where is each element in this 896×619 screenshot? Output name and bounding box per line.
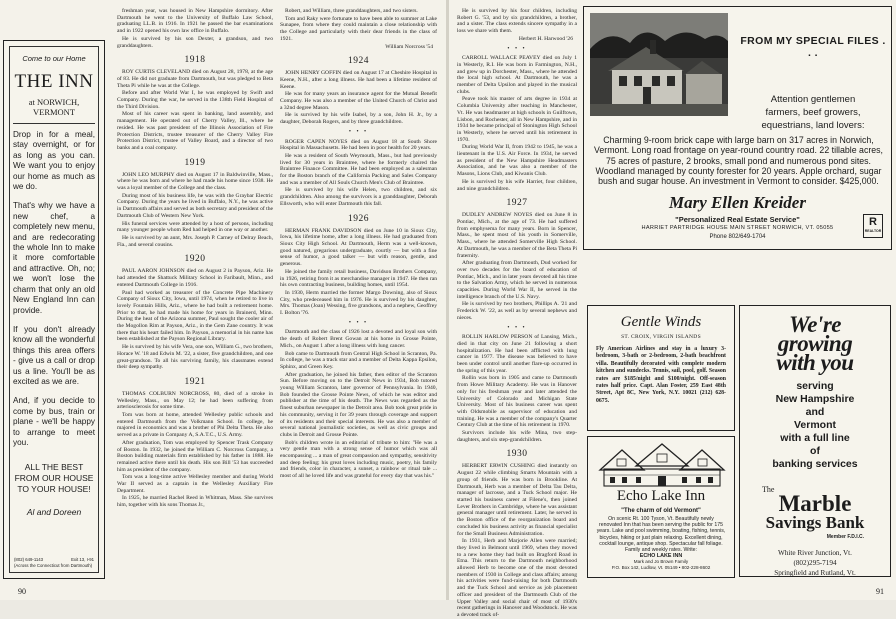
bank-services (740, 380, 890, 471)
echo-lake-footer (596, 553, 726, 572)
class-year-heading: 1918 (184, 55, 206, 66)
bank-service-line: banking services (772, 458, 858, 470)
paragraph: He is survived by his son Dexter, a grandson, and two granddaughters. (117, 35, 273, 49)
class-year-heading: 1921 (184, 376, 206, 387)
agent-name: Mary Ellen Kreider (669, 193, 806, 212)
bank-headline-line: with you (776, 350, 854, 375)
page-number-right: 91 (876, 587, 884, 596)
echo-lake-title: Echo Lake Inn (616, 488, 706, 504)
attention-line: equestrians, land lovers: (761, 120, 865, 131)
paragraph: He was for many years an insurance agent for the Mutual Benefit Company. He was also a member of the United Church of Christ and a 32nd degree Mason. (280, 91, 437, 111)
bank-service-line: of (810, 445, 820, 457)
inn-best-wishes (10, 462, 98, 495)
paragraph: Tom was a long-time active Wellesley member and during World War II served as a captain in the Wellesley Auxiliary Fire Department. (117, 474, 273, 494)
paragraph: He joined the family retail business, Davidson Brothers Company, in 1926, retiring from it as merchandise manager in 1947. He then ran his own contracting business, building homes, until 1954. (280, 268, 437, 289)
paragraph: Rollin was born in 1905 and came to Dartmouth from Howe Military Academy. He was in Hanover only for his freshman year and later attended the University of Colorado and Michigan State University. Most of his business career was spent with Oldsmobile as supervisor of education and training. He was a member of the company's Quarter Century Club at the time of his retirement in 1970. (457, 375, 577, 429)
paragraph: PAUL AARON JOHNSON died on August 2 in Payson, Ariz. He had attended the Shattuck Military School in Faribault, Minn., and entered Dartmouth College in 1916. (117, 268, 273, 288)
inn-come-home: Come to our Home (22, 54, 86, 63)
paragraph: DUDLEY ANDREW NOYES died on June 8 in Pontiac, Mich., at the age of 73. He had suffered from emphysema for many years. Born in Spencer, Mass., he spent most of his youth in Somerville, Mass., where he attended Somerville High School. At Dartmouth, he was a member of the Beta Theta Pi fraternity. (457, 212, 577, 259)
bank-address-line: White River Junction, Vt. (778, 549, 852, 557)
ad-headline: FROM MY SPECIAL FILES . . . (740, 35, 886, 59)
paragraph: During World War II, from 1942 to 1945, he was a lieutenant in the U.S. Air Force. In 1934, he served as president of the New Hampshire Headmasters Association, and he was also a member of the Masons, Lions Club, and Kiwanis Club. (457, 144, 577, 178)
lodge-drawing-icon (596, 440, 726, 488)
bank-service-line: with a full line (780, 432, 850, 444)
echo-lake-address: P.O. Box 142, Ludlow, Vt. 05149 • 802-228-8602 (611, 565, 711, 571)
page-number-left: 90 (18, 587, 26, 596)
inn-paragraph: Drop in for a meal, stay overnight, or for as long as you can. We want you to enjoy our home as much as we do. (13, 130, 95, 192)
inn-title: THE INN (14, 71, 94, 92)
obituary-column-left (117, 8, 273, 594)
paragraph: During most of his business life, he was with the Graybar Electric Company. During the years he lived in Buffalo, N.Y., he was active in Dartmouth affairs and served as both secretary and president of the Dartmouth Club of Western New York. (117, 192, 273, 219)
paragraph: After graduation, he joined his father, then editor of the Scranton Sun. Before moving on to the Detroit News in 1934, Bob tutored young William Scranton, later governor of Pennsylvania. In 1940, Bob founded the Grosse Pointe News, of which he was editor and publisher at the time of his death. The News was regarded as the finest suburban newspaper in the Detroit area. Bob took great pride in his community, serving it for 39 years through coverage and support of its residents and their special interests. He was also a member of several national journalistic societies, as well as civic groups and clubs in Detroit and Grosse Pointe. (280, 371, 437, 438)
property-description: Charming 9-room brick cape with large barn on 317 acres in Norwich, Vermont. Long road frontage on year-round country road. 22 tillable acres, 75 acres of pasture, 2 brooks, small pond and numerous pond sites. Woodland managed by county forester for 20 years. Apple orchard, sugar bush and sugar house. An investment in Vermont to consider. $425,000. (594, 135, 884, 187)
the-inn-ad (3, 40, 105, 579)
section-separator: • • • (348, 128, 369, 135)
bank-name-article: The (762, 485, 775, 494)
bank-service-line: serving (796, 380, 834, 392)
class-year-heading: 1920 (184, 254, 206, 265)
bank-service-line: Vermont (793, 419, 836, 431)
paragraph: Dartmouth and the class of 1926 lost a devoted and loyal son with the death of Robert Brent Gowan at his home in Grosse Pointe, Mich., on August 1 after a long illness with lung cancer. (280, 329, 437, 349)
agent-tagline: "Personalized Real Estate Service" (675, 215, 800, 224)
class-year-heading: 1927 (506, 198, 528, 209)
farmhouse-photo (590, 13, 728, 116)
paragraph: ROGER CAPEN NOYES died on August 18 at South Shore Hospital in Massachusetts. He had been in poor health for 20 years. (280, 138, 437, 152)
echo-lake-hosts: Mark and Jo Brown Family (633, 559, 689, 565)
bank-headline-line: growing (777, 331, 853, 356)
author-signature: William Norcross '54 (385, 43, 433, 50)
class-year-heading: 1919 (184, 157, 206, 168)
bank-name-line: Marble (778, 491, 852, 516)
inn-best-line: FROM OUR HOUSE (14, 473, 94, 484)
left-page (0, 0, 446, 600)
gentle-winds-title: Gentle Winds (620, 314, 702, 330)
section-separator: • • • (348, 319, 369, 326)
paragraph: Survivors include his wife Mina, two step-daughters, and six step-grandchildren. (457, 430, 577, 443)
bank-address (740, 548, 890, 578)
paragraph: He is survived by two brothers, Phillips A. '21 and Frederick W. '22, as well as by several nephews and nieces. (457, 301, 577, 321)
realtor-mark: R (869, 216, 877, 228)
bank-address-line: Springfield and Rutland, Vt. (774, 569, 856, 577)
paragraph: He is survived by his wife Isabel, by a son, John H. Jr., by a daughter, Deborah Rogers, and by three grandchildren. (280, 112, 437, 126)
paragraph: Peave took his master of arts degree in 1934 at Columbia University after teaching in Manchester, Vt. He was headmaster at high schools in Guilftown, Lisbon, and Rochester, all in New Hampshire, and in 1934 he became principal of Stonington High School in Westerly, where he served until his retirement in 1970. (457, 96, 577, 143)
paragraph: Most of his career was spent in banking, land assembly, and management. He operated out of Cherry Valley, Ill., where he resided. He was past president of the Illinois Association of Fire Protection Districts, trustee treasurer of the Cherry Valley Fire Protection District, trustee of Valley Board, and a director of two banks and a coal company. (117, 111, 273, 151)
paragraph: In 1930, Herm married the former Margo Downing, also of Sioux City, who predeceased him in 1976. He is survived by his daughter, Mrs. Thomas (Joan) Wessing, five grandsons, and a nephew, Geoffrey I. Bolton '76. (280, 289, 437, 317)
ad-attention (739, 93, 887, 132)
attention-line: farmers, beef growers, (765, 107, 861, 118)
inn-across: (Across the Connecticut from Dartmouth) (14, 562, 93, 568)
gentle-winds-ad (587, 305, 735, 431)
class-year-heading: 1930 (506, 449, 528, 460)
paragraph: Paul had worked as treasurer of the Concrete Pipe Machinery Company of Sioux City, Iowa, until 1974, when he retired to live in lovely Fountain Hills, Ariz., where he had built a retirement home. Prior to that, he had made his home for years in Brainerd, Minn. During the heat of the Arizona summer, Paul sought the cooler air of the Mogollon Rim at Payson, Ariz., in the Gem Zane country. It was there that his heart failed him. In Payson, a memorial in his name has been established at the Payson Regional Library. (117, 289, 273, 343)
paragraph: In 1931, Herb and Marjorie Allen were married; they lived in Belmont until 1969, when they moved to a new home they had built on Bragford Road in Etna. This return to the Dartmouth neighborhood allowed Herb to become one of the most devoted members of 1930 in College and class affairs; among his activities were fund-raising for both Dartmouth and the Tuck School and service as job placement officer and president of the Dartmouth Club of the Upper Valley and social chair of most of 1930's recent gatherings in Hanover and Woodstock. He was a devoted track of- (457, 538, 577, 618)
paragraph: ROLLIN HARLOW PERSON of Lansing, Mich., died in that city on June 21 following a short hospitalization. He had been afflicted with lung cancer in 1977. The disease was believed to have been under control until another flare-up occurred in the spring of this year. (457, 334, 577, 374)
class-year-heading: 1924 (348, 56, 369, 67)
paragraph: Tom and Raky were fortunate to have been able to summer at Lake Sunapee, from where they could maintain a close relationship with the College and particularly with their dear friends in the class of 1921. (280, 15, 437, 42)
paragraph: JOHN HENRY GOFFIN died on August 17 at Cheshire Hospital in Keene, N.H., after a long illness. He had been a lifetime resident of Keene. (280, 70, 437, 90)
paragraph: After graduation, Tom was employed by Spencer Trask Company of Boston. In 1932, he joined the William C. Norcross Company, a Boston building materials firm established by his father in 1888. He remained active there until his death. His son Bill '53 has succeeded him as president of the company. (117, 439, 273, 473)
paragraph: He was a resident of South Weymouth, Mass., but had previously lived for 30 years in Braintree, where he formerly chaired the Braintree Finance Committee. He had been employed as a salesman for the Boston branch of the California Packing and Sales Company and was a member of All Souls Church Men's Club of Braintree. (280, 152, 437, 186)
section-separator: • • • (507, 324, 527, 331)
marble-savings-bank-ad (739, 305, 891, 577)
inn-footer (14, 557, 94, 568)
attention-line: Attention gentlemen (770, 94, 856, 105)
paragraph: Bob's children wrote in an editorial of tribute to him: "He was a very gentle man with a strong sense of humor which was all encompassing ... a man of great compassion and sympathy, sensitivity and deep feeling; his great loves including music, poetry, his family and friends, color in character, a sunset, a rainbow or ritual tale ... most of all he loved life and was grateful for every day that was his." (280, 439, 437, 480)
paragraph: Robert, and William, three granddaughters, and two sisters. (285, 8, 418, 14)
echo-lake-footer-name: ECHO LAKE INN (639, 553, 683, 559)
paragraph: CARROLL WALLACE PEAVEY died on July 1 in Westerly, R.I. He was born in Farmington, N.H., and grew up in Dorchester, Mass., where he attended the local high school. At Dartmouth, he was a member of Delta Upsilon and played in the musical clubs. (457, 55, 577, 95)
the-inn-ad-frame (9, 46, 99, 573)
bank-fdic: Member F.D.I.C. (826, 534, 864, 540)
inn-phone: (802) 649-1143 (14, 557, 44, 562)
paragraph: In 1925, he married Rachel Reed in Whitman, Mass. She survives him, together with his sons Thomas Jr., (117, 495, 273, 509)
section-separator: • • • (507, 45, 527, 52)
gentle-winds-subtitle: ST. CROIX, VIRGIN ISLANDS (621, 334, 701, 340)
inn-location: at NORWICH, VERMONT (28, 97, 80, 117)
paragraph: He is survived by an aunt, Mrs. Joseph P. Carney of Delray Beach, Fla., and several cousins. (117, 234, 273, 248)
realtor-logo-icon (863, 214, 883, 238)
paragraph: Tom was born at home, attended Wellesley public schools and entered Dartmouth from the Volkmann School. In college, he majored in economics and was a brother of Phi Delta Theta. He also served as a private in Company A, S.A.T.C., U.S. Army. (117, 412, 273, 439)
realtor-label: REALTOR (864, 229, 882, 233)
agent-phone: Phone 802/649-1704 (709, 234, 766, 240)
inn-paragraph: If you don't already know all the wonderful things this area offers - give us a call or drop us a line. You'll be as excited as we are. (13, 324, 95, 386)
bank-service-line: New Hampshire (775, 393, 855, 405)
real-estate-ad (583, 6, 892, 250)
author-signature: Herbert H. Harwood '26 (518, 35, 573, 42)
inn-exit: Exit 13, I-91 (71, 557, 94, 562)
paragraph: He is survived by his wife Harriet, four children, and nine grandchildren. (457, 178, 577, 192)
gentle-winds-body: Fly American Airlines and stay in a luxury 3-bedroom, 3-bath or 2-bedroom, 2-bath beachfront villa. Beautifully decorated with complete modern kitchen and sundecks. Tennis, sail, pool, golf. Season rates are $185/night and $100/night. Off-season rates half price. Capt. Alan Foster, 259 East 48th Street, Apt 8C, New York, N.Y. 10021 (212) 628-0675. (596, 346, 726, 404)
paragraph: HERBERT ERWIN CUSHING died instantly on August 22 while climbing Smarts Mountain with a group of friends. He was born in Brookline. At Dartmouth, Herb was a member of Delta Tau Delta, manager of lacrosse, and a Tuck School major. He started his business career at Filene's, then joined Lever Brothers in Cambridge, where he was assistant general manager until retirement. Later, he served in the Boston office of the reorganization board and concluded his business activity as financial specialist for the Small Business Administration. (457, 463, 577, 537)
paragraph: He is survived by his wife Helen, two children, and six grandchildren. Also among the survivors is a granddaughter, Deborah Ellsworth, who will enter Dartmouth this fall. (280, 187, 437, 207)
paragraph: He is survived by his four children, including Robert G. '53, and by six grandchildren, a brother, and a sister. The class extends sincere sympathy in a loss we share with them. (457, 8, 577, 35)
echo-lake-body: On scenic Rt. 100 Tyson, Vt. Beautifully newly renovated Inn that has been serving the public for 175 years. Lake and pool swimming, boating, fishing, tennis, bicycles, hiking or just plain relaxing. Excellent dining, cocktail lounge, antique shop. Spectacular fall foliage. Family and weekly rates. Write: (596, 516, 726, 554)
class-year-heading: 1926 (348, 213, 369, 224)
echo-lake-inn-ad (587, 436, 735, 578)
paragraph: After graduating from Dartmouth, Dud worked for over two decades for the board of education of Pontiac, Mich., and in later years devoted all his time to the Salvation Army, which he served in numerous capacities. During World War II, he served in the intelligence branch of the U.S. Navy. (457, 260, 577, 300)
inn-paragraph: And, if you decide to come by bus, train or plane - we'll be happy to arrange to meet you. (13, 396, 95, 447)
paragraph: His funeral services were attended by a host of persons, including many younger people whom Red had helped in one way or another. (117, 220, 273, 234)
bank-address-line: (802)295-7194 (793, 559, 837, 567)
obituary-column (457, 8, 577, 618)
inn-paragraph: That's why we have a new chef, a completely new menu, and are redecorating the whole Inn to make it more comfortable and attractive. Oh, no; we won't lose the charm that only an old New England Inn can provide. (13, 201, 95, 315)
paragraph: He is survived by his wife Vera, one son, William G., two brothers, Horace W. '18 and Edwin M. '22, a sister, five grandchildren, and one great-grandson. To all his surviving family, his classmates extend their deep sympathy. (117, 344, 273, 371)
agent-address: HARRIET PARTRIDGE HOUSE MAIN STREET NORWICH, VT. 05055 (641, 225, 834, 231)
paragraph: HERMAN FRANK DAVIDSON died on June 10 in Sioux City, Iowa, his lifetime home, after a long illness. He had graduated from Sioux City High School. At Dartmouth, Herm was a well-known, good natured, gregarious undergraduate, courtly — but with a fine sense of humor, a good talker — but with reason, gentle, and generous. (280, 227, 437, 268)
paragraph: Bob came to Dartmouth from Central High School in Scranton, Pa. In college, he was a track star and a member of Delta Kappa Epsilon, Sphinx, and Green Key. (280, 350, 437, 370)
echo-lake-tagline: "The charm of old Vermont" (621, 508, 701, 514)
paragraph: ROY CURTIS CLEVELAND died on August 28, 1978, at the age of 83. He did not graduate from Dartmouth, but was pledged to Beta Theta Pi while he was at the College. (117, 69, 273, 89)
paragraph: THOMAS COLBURN NORCROSS, 80, died of a stroke in Wellesley, Mass., on May 12; he had been suffering from arteriosclerosis for some time. (117, 390, 273, 411)
bank-name-line: Savings Bank (765, 513, 865, 532)
paragraph: JOHN LEO MURPHY died on August 17 in Baldwinville, Mass., where he was born and where he had made his home since 1938. He was a loyal member of the College and the class. (117, 171, 273, 192)
right-page (449, 0, 896, 618)
bank-service-line: and (805, 406, 825, 418)
obituary-column-right (280, 8, 437, 594)
bank-headline-line: We're (788, 312, 841, 337)
paragraph: freshman year, was housed in New Hampshire dormitory. After Dartmouth he went to the University of Buffalo Law School, graduating LL.B. in 1916. In 1921 he passed the bar examinations and in 1922 opened his own law office in Buffalo. (117, 8, 273, 35)
inn-best-line: TO YOUR HOUSE! (17, 484, 91, 495)
inn-divider (13, 123, 95, 124)
bank-headline (740, 312, 890, 375)
inn-best-line: ALL THE BEST (24, 462, 84, 473)
paragraph: Before and after World War I, he was employed by Swift and Company. During the war, he served in the 138th Field Hospital of the Third Division. (117, 90, 273, 110)
inn-signature: Al and Doreen (26, 507, 82, 518)
bank-name (740, 491, 890, 532)
inn-body (10, 130, 98, 448)
